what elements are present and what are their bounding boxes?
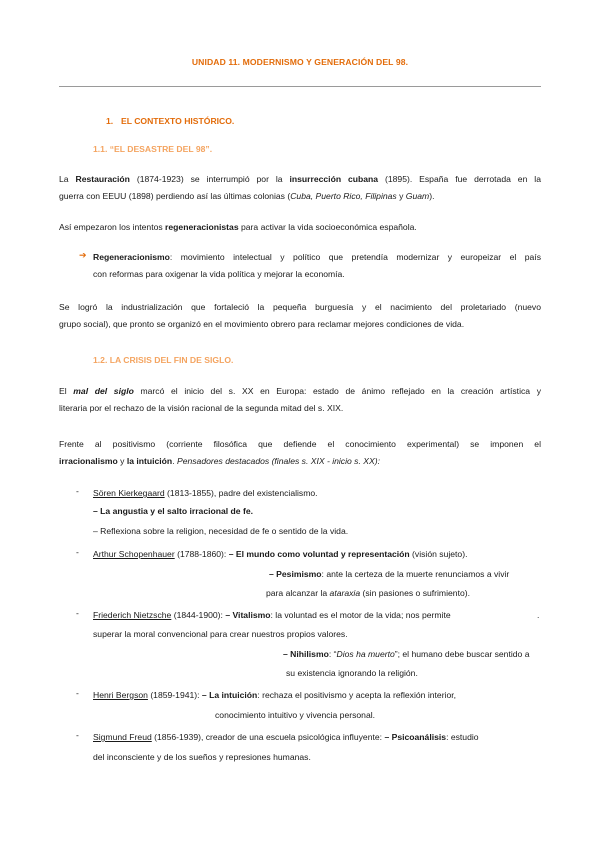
list-dash: - [76, 547, 79, 557]
list-dash: - [76, 486, 79, 496]
nietzsche-trailing-dot: . [537, 610, 540, 620]
list-dash: - [76, 608, 79, 618]
paragraph-restauracion: La Restauración (1874-1923) se interrumpió por la insurrección cubana (1895). España fue derrotada en la guerra con EEUU (1898) perdiendo así las últimas colonias (Cuba, Puerto Rico, Filipinas y Guam). [59, 174, 541, 201]
section-title: EL CONTEXTO HISTÓRICO. [121, 116, 235, 126]
subsection-heading-1-2: 1.2. LA CRISIS DEL FIN DE SIGLO. [93, 355, 234, 365]
list-dash: - [76, 730, 79, 740]
paragraph-industrializacion: Se logró la industrialización que fortaleció la pequeña burguesía y el nacimiento del proletariado (nuevo grupo social), que pronto se organizó en el movimiento obrero para reclamar mejores condiciones de vida. [59, 302, 541, 329]
arrow-bullet-icon: ➔ [79, 250, 87, 260]
schopenhauer-line-3: para alcanzar la ataraxia (sin pasiones o sufrimiento). [266, 588, 470, 598]
freud-line-2: del inconsciente y de los sueños y represiones humanas. [93, 752, 311, 762]
paragraph-positivismo: Frente al positivismo (corriente filosófica que defiende el conocimiento experimental) se imponen el irracionalismo y la intuición. Pensadores destacados (finales s. XIX - inicio s. XX): [59, 439, 541, 466]
page-title: UNIDAD 11. MODERNISMO Y GENERACIÓN DEL 98. [191, 57, 409, 67]
bullet-regeneracionismo: Regeneracionismo: movimiento intelectual y político que pretendía modernizar y europeizar el país con reformas para oxigenar la vida política y mejorar la economía. [93, 252, 541, 279]
section-heading [106, 116, 234, 126]
thinker-bergson: Henri Bergson (1859-1941): – La intuición: rechaza el positivismo y acepta la reflexión interior, [93, 690, 457, 700]
nietzsche-line-2: superar la moral convencional para crear nuestros propios valores. [93, 629, 348, 639]
subsection-heading-1-1: 1.1. “EL DESASTRE DEL 98”. [93, 144, 213, 154]
thinker-kierkegaard: Sören Kierkegaard (1813-1855), padre del existencialismo. [93, 488, 318, 498]
thinker-freud: Sigmund Freud (1856-1939), creador de una escuela psicológica influyente: – Psicoanálisis: estudio [93, 732, 479, 742]
thinker-schopenhauer: Arthur Schopenhauer (1788-1860): – El mundo como voluntad y representación (visión sujeto). [93, 549, 468, 559]
kierkegaard-line-3: – Reflexiona sobre la religion, necesidad de fe o sentido de la vida. [93, 526, 349, 536]
thinker-nietzsche: Friederich Nietzsche (1844-1900): – Vitalismo: la voluntad es el motor de la vida; nos permite [93, 610, 451, 620]
title-divider [59, 86, 541, 87]
bergson-line-2: conocimiento intuitivo y vivencia personal. [215, 710, 376, 720]
paragraph-mal-del-siglo: El mal del siglo marcó el inicio del s. XX en Europa: estado de ánimo reflejado en la creación artística y literaria por el rechazo de la visión racional de la segunda mitad del s. XIX. [59, 386, 541, 413]
nietzsche-line-3: – Nihilismo: “Dios ha muerto”; el humano debe buscar sentido a [283, 649, 530, 659]
kierkegaard-line-2: – La angustia y el salto irracional de fe. [93, 506, 253, 516]
section-number: 1. [106, 116, 114, 126]
paragraph-regeneracionistas: Así empezaron los intentos regeneracionistas para activar la vida socioeconómica española. [59, 222, 417, 232]
schopenhauer-line-2: – Pesimismo: ante la certeza de la muerte renunciamos a vivir [269, 569, 510, 579]
list-dash: - [76, 688, 79, 698]
nietzsche-line-4: su existencia ignorando la religión. [286, 668, 418, 678]
